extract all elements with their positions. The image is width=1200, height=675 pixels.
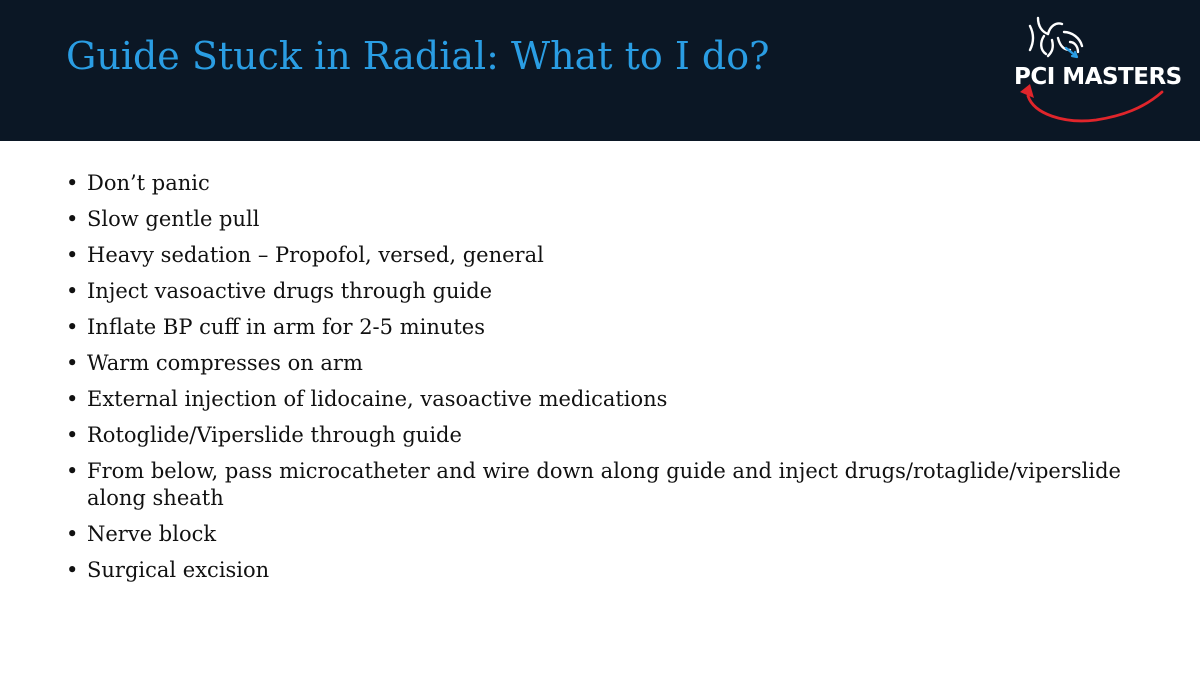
bullet-text: Warm compresses on arm (87, 351, 363, 375)
bullet-text: Slow gentle pull (87, 207, 260, 231)
list-item (66, 206, 1166, 233)
bullet-icon: • (66, 207, 79, 231)
list-item (66, 422, 1166, 449)
bullet-icon: • (66, 558, 79, 582)
bullet-text: Rotoglide/Viperslide through guide (87, 423, 462, 447)
header-bar (0, 0, 1200, 141)
bullet-icon: • (66, 351, 79, 375)
bullet-icon: • (66, 387, 79, 411)
bullet-icon: • (66, 243, 79, 267)
slide-title: Guide Stuck in Radial: What to I do? (66, 34, 770, 78)
list-item (66, 458, 1166, 512)
bullet-text: Don’t panic (87, 171, 210, 195)
bullet-icon: • (66, 522, 79, 546)
list-item (66, 521, 1166, 548)
bullet-text: Nerve block (87, 522, 217, 546)
bullet-text: Surgical excision (87, 558, 270, 582)
bullet-text: Inflate BP cuff in arm for 2-5 minutes (87, 315, 486, 339)
list-item (66, 278, 1166, 305)
list-item (66, 386, 1166, 413)
bullet-text: External injection of lidocaine, vasoactive medications (87, 387, 668, 411)
bullet-text: From below, pass microcatheter and wire down along guide and inject drugs/rotaglide/viperslide along sheath (87, 459, 1121, 510)
list-item (66, 170, 1166, 197)
bullet-icon: • (66, 315, 79, 339)
bullet-list (66, 170, 1166, 593)
logo-text: PCI MASTERS (1014, 64, 1182, 90)
list-item (66, 557, 1166, 584)
list-item (66, 350, 1166, 377)
bullet-text: Heavy sedation – Propofol, versed, general (87, 243, 544, 267)
bullet-icon: • (66, 459, 79, 483)
list-item (66, 242, 1166, 269)
bullet-text: Inject vasoactive drugs through guide (87, 279, 493, 303)
bullet-icon: • (66, 423, 79, 447)
list-item (66, 314, 1166, 341)
bullet-icon: • (66, 171, 79, 195)
bullet-icon: • (66, 279, 79, 303)
pci-masters-logo (1004, 12, 1184, 130)
